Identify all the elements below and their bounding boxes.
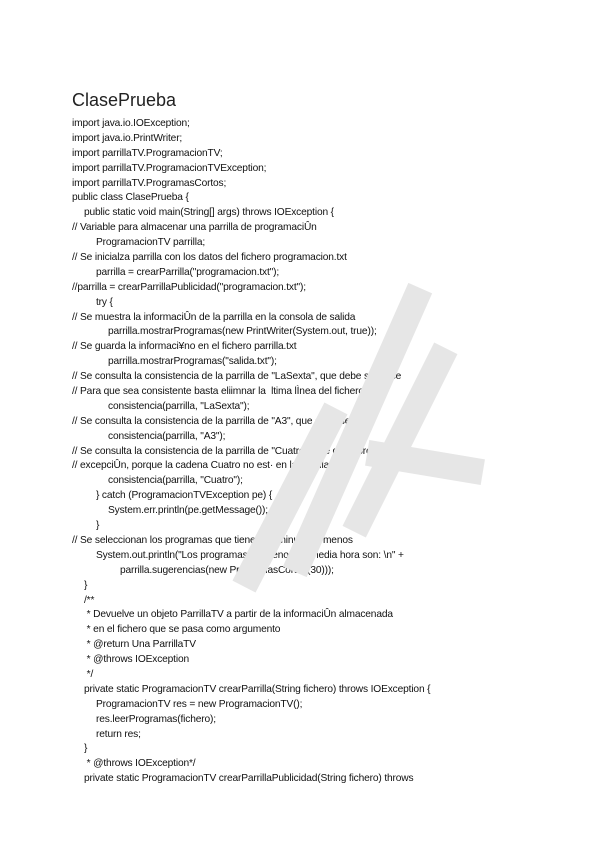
code-line: private static ProgramacionTV crearParrilla(String fichero) throws IOException { xyxy=(84,683,431,695)
code-line: } catch (ProgramacionTVException pe) { xyxy=(96,490,273,502)
code-line: */ xyxy=(84,668,94,680)
code-line: } xyxy=(96,520,100,532)
code-line: parrilla.sugerencias(new ProgramasCortos(30))); xyxy=(120,564,334,576)
code-line: /** xyxy=(84,594,95,606)
code-line: public static void main(String[] args) throws IOException { xyxy=(84,207,334,219)
code-line: } xyxy=(84,743,88,755)
code-line: // Se muestra la informaciÛn de la parrilla en la consola de salida xyxy=(72,311,356,323)
code-line: // excepciÛn, porque la cadena Cuatro no est· en la parrilla. xyxy=(72,460,332,472)
page-title: ClasePrueba xyxy=(72,90,177,110)
code-line: System.err.println(pe.getMessage()); xyxy=(108,505,268,517)
code-line: * Devuelve un objeto ParrillaTV a partir de la informaciÛn almacenada xyxy=(84,609,393,621)
code-line: private static ProgramacionTV crearParrillaPublicidad(String fichero) throws xyxy=(84,773,414,785)
code-line: try { xyxy=(96,296,113,308)
code-line: // Se guarda la informaci¥no en el fichero parrilla.txt xyxy=(72,341,297,353)
code-line: return res; xyxy=(96,728,141,740)
code-line: consistencia(parrilla, "LaSexta"); xyxy=(108,400,250,412)
code-line: * @throws IOException*/ xyxy=(84,758,196,770)
code-line: // Se seleccionan los programas que tienen 30 minutos o menos xyxy=(72,534,353,546)
code-line: public class ClasePrueba { xyxy=(72,192,189,204)
code-line: import parrillaTV.ProgramacionTV; xyxy=(72,147,223,159)
code-line: // Se inicialza parrilla con los datos del fichero programacion.txt xyxy=(72,252,347,264)
code-line: // Variable para almacenar una parrilla de programaciÛn xyxy=(72,222,317,234)
code-line: * en el fichero que se pasa como argumento xyxy=(84,624,281,636)
code-line: //parrilla = crearParrillaPublicidad("programacion.txt"); xyxy=(72,281,306,293)
code-line: parrilla = crearParrilla("programacion.txt"); xyxy=(96,266,280,278)
code-line: // Se consulta la consistencia de la parrilla de "A3", que debe ser true xyxy=(72,415,374,427)
code-line: ProgramacionTV parrilla; xyxy=(96,237,206,249)
code-line: import parrillaTV.ProgramasCortos; xyxy=(72,177,227,189)
code-listing xyxy=(72,117,542,787)
code-line: import java.io.IOException; xyxy=(72,118,190,129)
code-line: } xyxy=(84,579,88,591)
code-line: * @throws IOException xyxy=(84,654,189,666)
code-line: System.out.println("Los programas de menos de media hora son: \n" + xyxy=(96,549,404,561)
code-line: // Para que sea consistente basta eliimnar la ltima lÌnea del fichero. xyxy=(72,386,367,398)
code-line: consistencia(parrilla, "Cuatro"); xyxy=(108,475,243,487)
code-line: parrilla.mostrarProgramas(new PrintWriter(System.out, true)); xyxy=(108,326,377,338)
code-line: import parrillaTV.ProgramacionTVException; xyxy=(72,162,267,174)
code-line: * @return Una ParrillaTV xyxy=(84,639,196,651)
code-line: ProgramacionTV res = new ProgramacionTV(); xyxy=(96,698,303,710)
code-line: res.leerProgramas(fichero); xyxy=(96,713,216,725)
code-line: import java.io.PrintWriter; xyxy=(72,132,183,144)
code-line: parrilla.mostrarProgramas("salida.txt"); xyxy=(108,356,277,368)
code-line: // Se consulta la consistencia de la parrilla de "Cuatro", que debe producir una xyxy=(72,445,413,457)
code-line: // Se consulta la consistencia de la parrilla de "LaSexta", que debe ser false xyxy=(72,371,402,383)
code-line: consistencia(parrilla, "A3"); xyxy=(108,430,226,442)
